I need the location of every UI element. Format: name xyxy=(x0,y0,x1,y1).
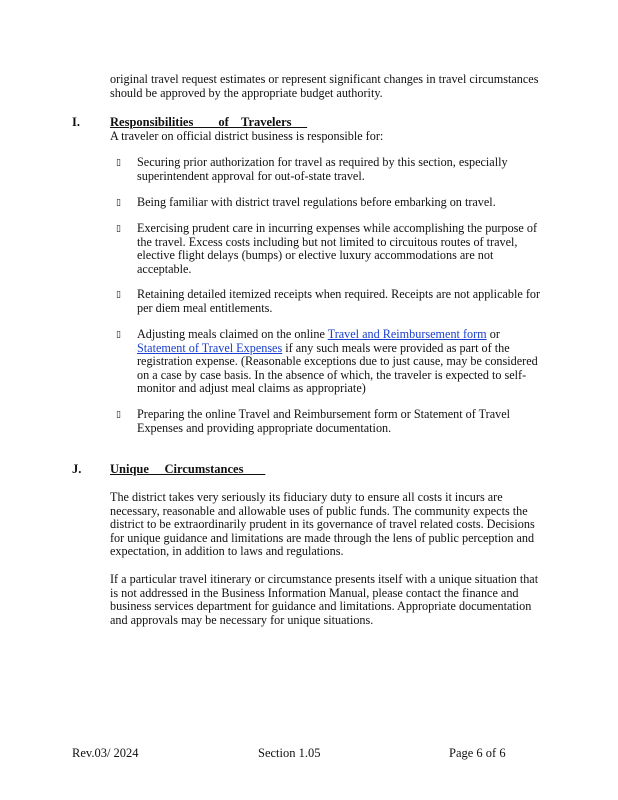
bullet-icon: ▯ xyxy=(116,197,121,207)
bullet-icon: ▯ xyxy=(116,289,121,299)
section-j-title: Unique Circumstances xyxy=(110,462,266,476)
section-i-letter: I. xyxy=(72,115,80,129)
section-i-lead: A traveler on official district business is responsible for: xyxy=(110,129,384,143)
footer-section: Section 1.05 xyxy=(258,746,321,760)
meals-text-2: or xyxy=(486,327,500,341)
section-j-letter: J. xyxy=(72,462,82,476)
bullet-icon: ▯ xyxy=(116,157,121,167)
meals-text-3: if any such meals were provided as part of the registration expense. (Reasonable exceptions due to just cause, may be considered on a case by case basis. In the absence of which, the traveler is expected to self-monitor and adjust meal claims as appropriate) xyxy=(137,340,538,396)
intro-paragraph: original travel request estimates or represent significant changes in travel circumstances should be approved by the appropriate budget authority. xyxy=(110,72,539,100)
list-item: Retaining detailed itemized receipts when required. Receipts are not applicable for per diem meal entitlements. xyxy=(137,287,541,315)
list-item: Securing prior authorization for travel as required by this section, especially superintendent approval for out-of-state travel. xyxy=(137,155,508,183)
statement-of-travel-expenses-link[interactable]: Statement of Travel Expenses xyxy=(137,340,283,355)
travel-reimbursement-form-link[interactable]: Travel and Reimbursement form xyxy=(327,327,487,341)
list-item: Exercising prudent care in incurring expenses while accomplishing the purpose of the travel. Excess costs including but not limited to circuitous routes of travel, elective flight delays (bumps) or elective luxury accommodations are not acceptable. xyxy=(137,221,538,276)
list-item: Being familiar with district travel regulations before embarking on travel. xyxy=(137,195,496,209)
list-item: Preparing the online Travel and Reimbursement form or Statement of Travel Expenses and providing appropriate documentation. xyxy=(137,407,511,435)
meals-text-1: Adjusting meals claimed on the online xyxy=(137,327,328,341)
bullet-icon: ▯ xyxy=(116,329,121,339)
bullet-icon: ▯ xyxy=(116,223,121,233)
list-item-meals xyxy=(137,328,542,396)
section-j-paragraph-1: The district takes very seriously its fiduciary duty to ensure all costs it incurs are necessary, reasonable and allowable uses of public funds. The community expects the district to be extraordinarily prudent in its governance of travel related costs. Decisions for unique guidance and limitations are made through the lens of public perception and expectation, in addition to laws and regulations. xyxy=(110,490,535,559)
footer-revision: Rev.03/ 2024 xyxy=(72,746,139,760)
section-i-title: Responsibilities of Travelers xyxy=(110,115,308,129)
bullet-icon: ▯ xyxy=(116,409,121,419)
section-j-paragraph-2: If a particular travel itinerary or circumstance presents itself with a unique situation that is not addressed in the Business Information Manual, please contact the finance and business services department for guidance and limitations. Appropriate documentation and approvals may be necessary for unique situations. xyxy=(110,572,539,627)
footer-page-number: Page 6 of 6 xyxy=(449,746,506,760)
